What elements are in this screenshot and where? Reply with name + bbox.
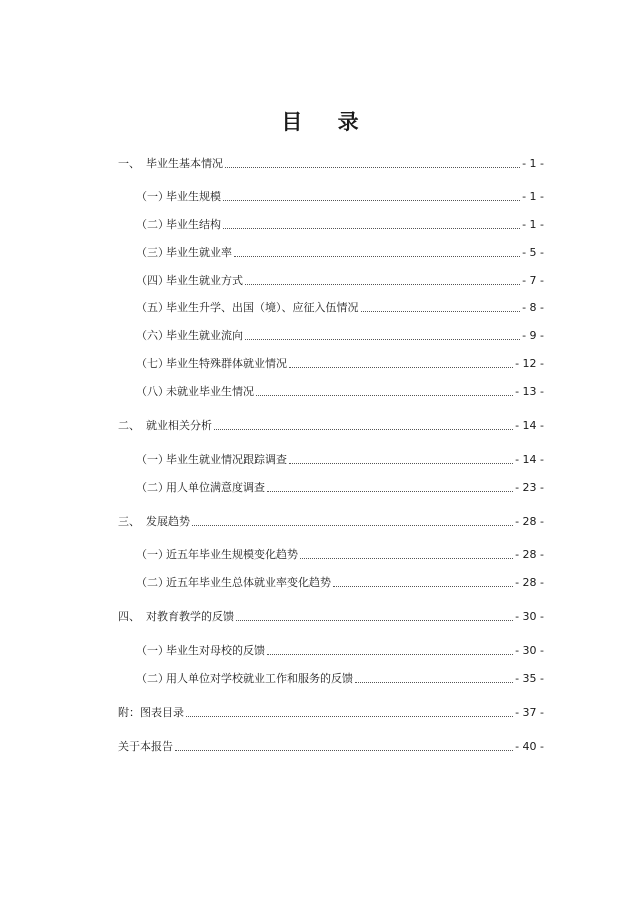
toc-entry-page: - 1 - <box>522 218 544 231</box>
dot-leader <box>234 255 520 257</box>
toc-entry-number: （六） <box>136 329 169 342</box>
toc-entry-page: - 35 - <box>515 672 544 685</box>
toc-entry-page: - 1 - <box>522 190 544 203</box>
toc-entry-page: - 23 - <box>515 481 544 494</box>
dot-leader <box>186 715 513 717</box>
toc-entry-title: 毕业生特殊群体就业情况 <box>166 357 287 370</box>
toc-entry-page: - 8 - <box>522 301 544 314</box>
toc-entry-page: - 28 - <box>515 548 544 561</box>
toc-entry-title: 用人单位满意度调查 <box>166 481 265 494</box>
dot-leader <box>245 338 520 340</box>
toc-entry-title: 毕业生就业方式 <box>166 274 243 287</box>
dot-leader <box>355 681 513 683</box>
toc-entry-title: 发展趋势 <box>146 515 190 528</box>
dot-leader <box>267 490 513 492</box>
toc-entry-page: - 37 - <box>515 706 544 719</box>
dot-leader <box>245 283 520 285</box>
toc-entry-page: - 14 - <box>515 419 544 432</box>
toc-entry-page: - 9 - <box>522 329 544 342</box>
toc-entry-3-1[interactable] <box>136 546 544 562</box>
toc-entry-number: （一） <box>136 453 169 466</box>
toc-entry-title: 毕业生规模 <box>166 190 221 203</box>
toc-entry-number: 二、 <box>118 419 140 432</box>
toc-entry-title: 附：图表目录 <box>118 706 184 719</box>
dot-leader <box>175 749 513 751</box>
toc-entry-page: - 40 - <box>515 740 544 753</box>
toc-entry-4-1[interactable] <box>136 642 544 658</box>
toc-entry-title: 就业相关分析 <box>146 419 212 432</box>
toc-entry-number: 一、 <box>118 157 140 170</box>
toc-entry-title: 毕业生对母校的反馈 <box>166 644 265 657</box>
toc-entry-number: （二） <box>136 576 169 589</box>
toc-entry-appendix[interactable] <box>118 704 544 720</box>
toc-entry-4[interactable] <box>118 608 544 624</box>
toc-entry-title: 毕业生升学、出国（境）、应征入伍情况 <box>166 301 359 314</box>
page-title: 目 录 <box>281 110 373 134</box>
toc-entry-page: - 7 - <box>522 274 544 287</box>
toc-entry-1-2[interactable] <box>136 216 544 232</box>
toc-entry-title: 毕业生就业流向 <box>166 329 243 342</box>
toc-entry-3[interactable] <box>118 513 544 529</box>
toc-entry-number: （二） <box>136 672 169 685</box>
toc-entry-title: 近五年毕业生规模变化趋势 <box>166 548 298 561</box>
toc-entry-4-2[interactable] <box>136 670 544 686</box>
toc-entry-page: - 12 - <box>515 357 544 370</box>
toc-entry-page: - 30 - <box>515 610 544 623</box>
toc-entry-number: （一） <box>136 548 169 561</box>
toc-entry-1-5[interactable] <box>136 299 544 315</box>
toc-entry-page: - 14 - <box>515 453 544 466</box>
toc-entry-1[interactable] <box>118 155 544 171</box>
toc-entry-1-7[interactable] <box>136 355 544 371</box>
toc-entry-number: （三） <box>136 246 169 259</box>
toc-entry-page: - 13 - <box>515 385 544 398</box>
toc-entry-title: 毕业生就业率 <box>166 246 232 259</box>
toc-entry-3-2[interactable] <box>136 574 544 590</box>
toc-entry-number: （八） <box>136 385 169 398</box>
toc-entry-2-1[interactable] <box>136 451 544 467</box>
dot-leader <box>192 524 513 526</box>
toc-entry-1-8[interactable] <box>136 383 544 399</box>
toc-entry-page: - 1 - <box>522 157 544 170</box>
dot-leader <box>267 653 513 655</box>
toc-entry-title: 未就业毕业生情况 <box>166 385 254 398</box>
toc-entry-title: 毕业生就业情况跟踪调查 <box>166 453 287 466</box>
toc-entry-1-4[interactable] <box>136 272 544 288</box>
toc-entry-1-1[interactable] <box>136 188 544 204</box>
dot-leader <box>225 166 520 168</box>
toc-entry-2[interactable] <box>118 417 544 433</box>
toc-entry-title: 对教育教学的反馈 <box>146 610 234 623</box>
dot-leader <box>333 585 513 587</box>
dot-leader <box>361 310 521 312</box>
toc-entry-title: 关于本报告 <box>118 740 173 753</box>
dot-leader <box>289 462 513 464</box>
toc-entry-title: 近五年毕业生总体就业率变化趋势 <box>166 576 331 589</box>
toc-entry-1-6[interactable] <box>136 327 544 343</box>
dot-leader <box>289 366 513 368</box>
toc-entry-page: - 30 - <box>515 644 544 657</box>
toc-entry-page: - 28 - <box>515 515 544 528</box>
toc-entry-number: （一） <box>136 644 169 657</box>
toc-entry-title: 毕业生结构 <box>166 218 221 231</box>
toc-entry-page: - 28 - <box>515 576 544 589</box>
dot-leader <box>300 557 513 559</box>
dot-leader <box>256 394 513 396</box>
dot-leader <box>223 227 520 229</box>
toc-entry-number: 四、 <box>118 610 140 623</box>
toc-entry-about[interactable] <box>118 738 544 754</box>
toc-entry-number: 三、 <box>118 515 140 528</box>
dot-leader <box>214 428 513 430</box>
toc-entry-number: （七） <box>136 357 169 370</box>
toc-entry-number: （一） <box>136 190 169 203</box>
toc-entry-1-3[interactable] <box>136 244 544 260</box>
toc-entry-number: （二） <box>136 218 169 231</box>
toc-entry-number: （四） <box>136 274 169 287</box>
toc-entry-title: 毕业生基本情况 <box>146 157 223 170</box>
toc-entry-2-2[interactable] <box>136 479 544 495</box>
toc-entry-number: （二） <box>136 481 169 494</box>
toc-entry-title: 用人单位对学校就业工作和服务的反馈 <box>166 672 353 685</box>
dot-leader <box>223 199 520 201</box>
toc-entry-page: - 5 - <box>522 246 544 259</box>
toc-entry-number: （五） <box>136 301 169 314</box>
dot-leader <box>236 619 513 621</box>
